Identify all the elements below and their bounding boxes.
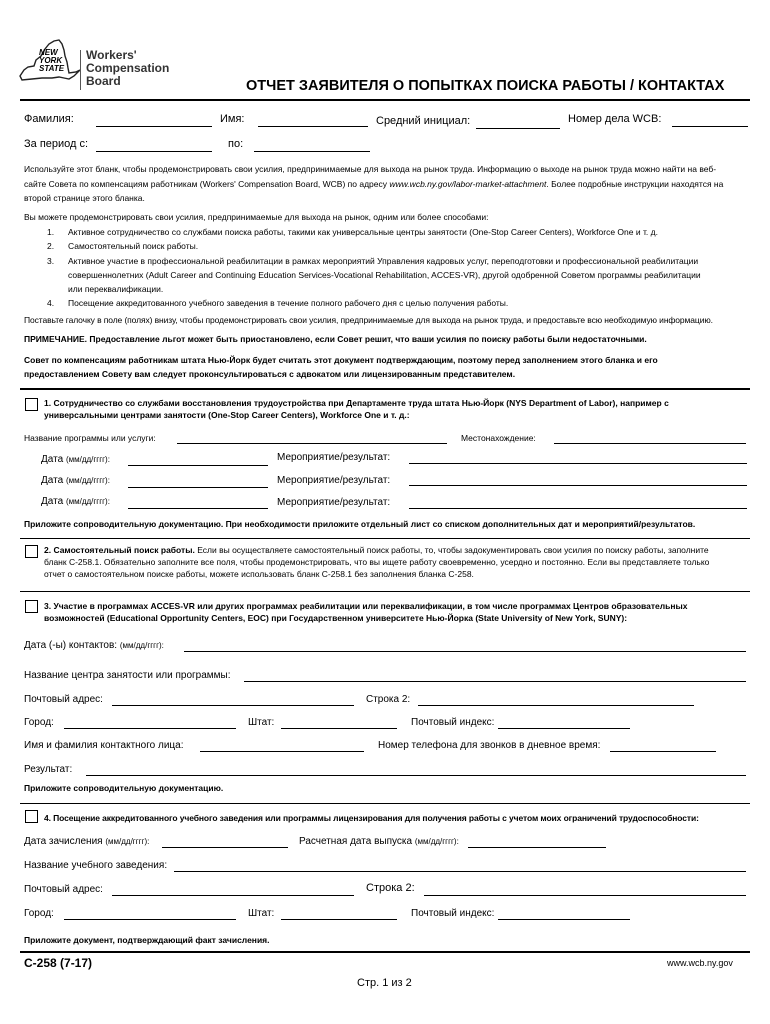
logo-state-text: NEW YORK STATE — [39, 48, 65, 73]
intro-text: . Более подробные инструкции находятся на — [546, 179, 724, 189]
city-field[interactable] — [64, 728, 236, 729]
date-format: (мм/дд/гггг): — [105, 837, 150, 846]
section-2-line-3: отчет о самостоятельном поиске работы, можете использовать бланк C-258.1 без заполнения бланка C-258. — [44, 569, 474, 579]
period-to-field[interactable] — [254, 151, 370, 152]
program-label: Название программы или услуги: — [24, 433, 156, 443]
way-num: 2. — [47, 241, 55, 251]
section-4-attach-note: Приложите документ, подтверждающий факт зачисления. — [24, 935, 270, 945]
grad-date-field[interactable] — [468, 847, 606, 848]
program-field[interactable] — [177, 443, 447, 444]
address-line2-field[interactable] — [418, 705, 694, 706]
date-3-field[interactable] — [128, 508, 268, 509]
date-text: Дата — [41, 475, 64, 486]
date-2-label — [41, 475, 110, 486]
enroll-date-field[interactable] — [162, 847, 288, 848]
event-1-field[interactable] — [409, 463, 747, 464]
section-2-title: 2. Самостоятельный поиск работы. — [44, 545, 195, 555]
way-num: 1. — [47, 227, 55, 237]
date-1-field[interactable] — [128, 465, 268, 466]
footer-website[interactable]: www.wcb.ny.gov — [667, 958, 733, 968]
grad-date-label — [299, 836, 459, 847]
middle-initial-label: Средний инициал: — [376, 115, 471, 127]
school-city-field[interactable] — [64, 919, 236, 920]
school-zip-field[interactable] — [498, 919, 630, 920]
contact-dates-text: Дата (-ы) контактов: — [24, 640, 118, 651]
way-num: 4. — [47, 298, 55, 308]
date-format: (мм/дд/гггг): — [65, 497, 110, 506]
form-code: C-258 (7-17) — [24, 956, 93, 970]
state-field[interactable] — [281, 728, 397, 729]
ways-intro: Вы можете продемонстрировать свои усилия, предпринимаемые для выхода на рынок, одним или более способами: — [24, 212, 489, 222]
school-name-field[interactable] — [174, 871, 746, 872]
wcb-case-label: Номер дела WCB: — [568, 113, 662, 125]
period-from-label: За период с: — [24, 138, 89, 150]
section-2-text: Если вы осуществляете самостоятельный поиск работы, то, чтобы задокументировать свои усилия по поиску работы, заполните — [194, 545, 709, 555]
state-label: Штат: — [248, 717, 275, 728]
school-zip-label: Почтовый индекс: — [411, 908, 495, 919]
checkbox-instruction: Поставьте галочку в поле (полях) внизу, чтобы продемонстрировать свои усилия, предпринимаемые для выхода на рынок труда, и предоставьте всю необходимую информацию. — [24, 315, 713, 325]
section-2-line-1 — [44, 545, 709, 555]
event-3-label: Мероприятие/результат: — [277, 497, 391, 508]
logo-board-text: Workers' Compensation Board — [86, 48, 170, 88]
event-2-label: Мероприятие/результат: — [277, 475, 391, 486]
date-format: (мм/дд/гггг): — [65, 476, 110, 485]
wcb-case-field[interactable] — [672, 126, 748, 127]
section-3-title-1: 3. Участие в программах ACCES-VR или других программах реабилитации или переквалификации, в том числе программах Центров образовательных — [44, 601, 688, 611]
advice-line-1: Совет по компенсациям работникам штата Нью-Йорк будет считать этот документ подтверждающим, поэтому перед заполнением этого бланка и его — [24, 355, 658, 365]
advice-line-2: предоставлением Совету вам следует проконсультироваться с адвокатом или лицензированным представителем. — [24, 369, 516, 379]
center-name-field[interactable] — [244, 681, 746, 682]
enroll-date-label — [24, 836, 149, 847]
date-format: (мм/дд/гггг): — [65, 455, 110, 464]
way-2-text: Самостоятельный поиск работы. — [68, 241, 199, 251]
section-3-attach-note: Приложите сопроводительную документацию. — [24, 783, 224, 793]
title-rule — [20, 99, 750, 101]
zip-label: Почтовый индекс: — [411, 717, 495, 728]
phone-field[interactable] — [610, 751, 716, 752]
middle-initial-field[interactable] — [476, 128, 560, 129]
section-4-checkbox[interactable] — [25, 810, 38, 823]
last-name-label: Фамилия: — [24, 113, 74, 125]
date-2-field[interactable] — [128, 487, 268, 488]
first-name-field[interactable] — [258, 126, 368, 127]
school-address-label: Почтовый адрес: — [24, 884, 103, 895]
intro-line-1: Используйте этот бланк, чтобы продемонстрировать свои усилия, предпринимаемые для выхода на рынок труда. Информацию о выходе на рынок труда можно найти на веб- — [24, 164, 717, 174]
way-3-text-3: или переквалификации. — [68, 284, 164, 294]
way-1-text: Активное сотрудничество со службами поиска работы, такими как универсальные центры занятости (One-Stop Career Centers), Workforce One и т. д. — [68, 227, 658, 237]
intro-line-3: второй странице этого бланка. — [24, 193, 145, 203]
section-2-line-2: бланк C-258.1. Обязательно заполните все поля, чтобы продемонстрировать, что вы ищете работу своевременно, усердно и постоянно. Если вы представляете только — [44, 557, 710, 567]
intro-line-2 — [24, 179, 723, 189]
intro-text: сайте Совета по компенсациям работникам (Workers' Compensation Board, WCB) по адресу — [24, 179, 390, 189]
date-format: (мм/дд/гггг): — [414, 837, 459, 846]
address-line2-label: Строка 2: — [366, 694, 411, 705]
grad-text: Расчетная дата выпуска — [299, 836, 413, 847]
lma-link[interactable]: www.wcb.ny.gov/labor-market-attachment — [389, 179, 547, 189]
phone-label: Номер телефона для звонков в дневное время: — [378, 740, 601, 751]
section-rule — [20, 388, 750, 390]
contact-name-label: Имя и фамилия контактного лица: — [24, 740, 184, 751]
section-2-checkbox[interactable] — [25, 545, 38, 558]
date-text: Дата — [41, 496, 64, 507]
section-rule — [20, 538, 750, 539]
last-name-field[interactable] — [96, 126, 212, 127]
school-state-label: Штат: — [248, 908, 275, 919]
section-1-attach-note: Приложите сопроводительную документацию. При необходимости приложите отдельный лист со списком дополнительных дат и мероприятий/результатов. — [24, 519, 696, 529]
school-address-field[interactable] — [112, 895, 354, 896]
way-3-text-2: совершеннолетних (Adult Career and Continuing Education Services-Vocational Rehabilitation, ACCES-VR), другой одобренной Советом программы реабилитации — [68, 270, 701, 280]
event-1-label: Мероприятие/результат: — [277, 452, 391, 463]
section-rule — [20, 591, 750, 592]
school-state-field[interactable] — [281, 919, 397, 920]
way-num: 3. — [47, 256, 55, 266]
section-3-checkbox[interactable] — [25, 600, 38, 613]
way-4-text: Посещение аккредитованного учебного заведения в течение полного рабочего дня с целью получения работы. — [68, 298, 509, 308]
section-4-title: 4. Посещение аккредитованного учебного заведения или программы лицензирования для получения работы с учетом моих ограничений трудоспособности: — [44, 813, 699, 823]
address-field[interactable] — [112, 705, 354, 706]
section-1-title-2: универсальными центрами занятости (One-Stop Career Centers), Workforce One и т. д.: — [44, 410, 410, 420]
result-label: Результат: — [24, 764, 73, 775]
address-label: Почтовый адрес: — [24, 694, 103, 705]
event-2-field[interactable] — [409, 485, 747, 486]
date-3-label — [41, 496, 110, 507]
way-3-text-1: Активное участие в профессиональной реабилитации в рамках мероприятий Управления кадровых услуг, переподготовки и профессиональной реабилитации — [68, 256, 699, 266]
city-label: Город: — [24, 717, 54, 728]
school-address-line2-field[interactable] — [424, 895, 746, 896]
result-field[interactable] — [86, 775, 746, 776]
section-3-title-2: возможностей (Educational Opportunity Centers, EOC) при Государственном университете Нью-Йорка (State University of New York, SUNY): — [44, 613, 628, 623]
period-to-label: по: — [228, 138, 244, 150]
section-1-title-1: 1. Сотрудничество со службами восстановления трудоустройства при Департаменте труда штата Нью-Йорк (NYS Department of Labor), например с — [44, 398, 669, 408]
page-number: Стр. 1 из 2 — [357, 977, 412, 989]
event-3-field[interactable] — [409, 508, 747, 509]
contact-name-field[interactable] — [200, 751, 364, 752]
zip-field[interactable] — [498, 728, 630, 729]
location-field[interactable] — [554, 443, 746, 444]
footer-rule — [20, 951, 750, 953]
location-label: Местонахождение: — [461, 433, 536, 443]
note-text: ПРИМЕЧАНИЕ. Предоставление льгот может быть приостановлено, если Совет решит, что ваши усилия по поиску работы были недостаточными. — [24, 334, 647, 344]
school-name-label: Название учебного заведения: — [24, 860, 168, 871]
contact-dates-field[interactable] — [184, 651, 746, 652]
page-title: ОТЧЕТ ЗАЯВИТЕЛЯ О ПОПЫТКАХ ПОИСКА РАБОТЫ / КОНТАКТАХ — [246, 78, 725, 94]
date-1-label — [41, 454, 110, 465]
section-1-checkbox[interactable] — [25, 398, 38, 411]
date-format: (мм/дд/гггг): — [119, 641, 164, 650]
enroll-text: Дата зачисления — [24, 836, 103, 847]
section-rule — [20, 803, 750, 804]
first-name-label: Имя: — [220, 113, 245, 125]
date-text: Дата — [41, 454, 64, 465]
center-name-label: Название центра занятости или программы: — [24, 670, 231, 681]
contact-dates-label — [24, 640, 164, 651]
school-city-label: Город: — [24, 908, 54, 919]
school-address-line2-label: Строка 2: — [366, 882, 415, 894]
period-from-field[interactable] — [96, 151, 212, 152]
logo-divider — [80, 50, 81, 90]
